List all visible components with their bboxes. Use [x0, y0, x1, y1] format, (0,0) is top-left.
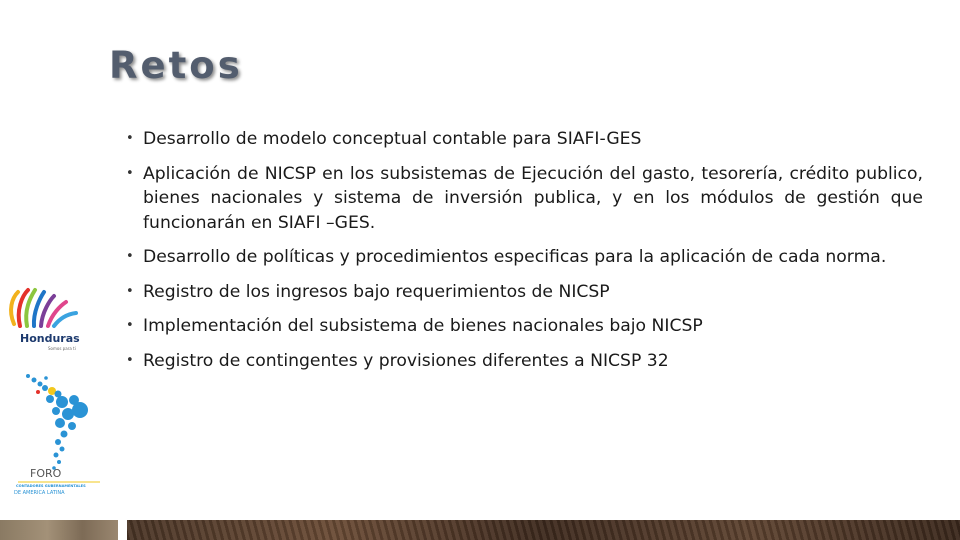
foro-line1: CONTADORES GUBERNAMENTALES: [16, 484, 86, 488]
foro-logo: [14, 374, 100, 496]
honduras-flame-icon: [11, 290, 76, 326]
footer-texture-left: [0, 520, 118, 540]
footer-texture: [0, 520, 960, 540]
bullet-dot-icon: •: [126, 318, 134, 333]
footer-texture-right: [127, 520, 960, 540]
bullet-dot-icon: •: [126, 249, 134, 264]
honduras-logo: [11, 290, 80, 351]
bullet-dot-icon: •: [126, 131, 134, 146]
logos-panel: [0, 280, 125, 510]
honduras-name: Honduras: [20, 332, 80, 345]
bullet-dot-icon: •: [126, 165, 134, 181]
bullet-list: [126, 127, 923, 383]
bullet-item: • Registro de los ingresos bajo requerimientos de NICSP: [126, 280, 923, 305]
foro-name: FORO: [30, 467, 62, 480]
bullet-item: • Desarrollo de políticas y procedimientos especificas para la aplicación de cada norma.: [126, 245, 923, 270]
bullet-item: • Aplicación de NICSP en los subsistemas de Ejecución del gasto, tesorería, crédito publico, bienes nacionales y sistema de inversión publica, y en los módulos de gestión que funcionarán en SIAFI –GES.: [126, 163, 923, 233]
bullet-dot-icon: •: [126, 283, 134, 299]
bubble-map-icon: [26, 374, 88, 470]
bullet-item: • Registro de contingentes y provisiones diferentes a NICSP 32: [126, 349, 923, 374]
bullet-item: • Implementación del subsistema de bienes nacionales bajo NICSP: [126, 314, 923, 339]
slide-title: Retos: [109, 44, 243, 87]
foro-line2: DE AMERICA LATINA: [14, 490, 65, 496]
bullet-item: • Desarrollo de modelo conceptual contable para SIAFI-GES: [126, 127, 923, 152]
bullet-dot-icon: •: [126, 352, 134, 368]
honduras-tagline: Somos para ti: [48, 346, 76, 351]
